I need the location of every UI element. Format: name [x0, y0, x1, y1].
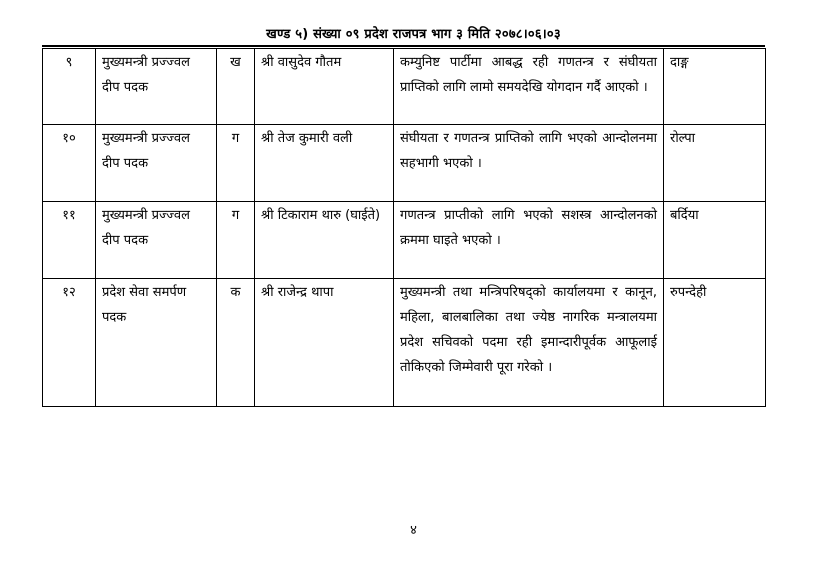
district-cell: रोल्पा [664, 125, 766, 202]
medal-cell: प्रदेश सेवा समर्पण पदक [96, 279, 217, 407]
table-row [43, 279, 766, 407]
class-cell: ख [217, 49, 255, 125]
header-rule [42, 45, 765, 47]
serial-number-cell: ९ [43, 49, 96, 125]
medal-cell: मुख्यमन्त्री प्रज्ज्वल दीप पदक [96, 49, 217, 125]
class-cell: क [217, 279, 255, 407]
serial-number-cell: १२ [43, 279, 96, 407]
name-cell: श्री तेज कुमारी वली [255, 125, 394, 202]
district-cell: दाङ्ग [664, 49, 766, 125]
description-cell: कम्युनिष्ट पार्टीमा आबद्ध रही गणतन्त्र र संघीयता प्राप्तिको लागि लामो समयदेखि योगदान गर्दै आएको । [394, 49, 664, 125]
district-cell: बर्दिया [664, 202, 766, 279]
table-row [43, 49, 766, 125]
table-row [43, 125, 766, 202]
district-cell: रुपन्देही [664, 279, 766, 407]
serial-number-cell: ११ [43, 202, 96, 279]
table-row [43, 202, 766, 279]
page-number: ४ [410, 523, 417, 538]
medal-cell: मुख्यमन्त्री प्रज्ज्वल दीप पदक [96, 125, 217, 202]
name-cell: श्री राजेन्द्र थापा [255, 279, 394, 407]
class-cell: ग [217, 125, 255, 202]
awards-table [42, 48, 766, 407]
name-cell: श्री वासुदेव गौतम [255, 49, 394, 125]
medal-cell: मुख्यमन्त्री प्रज्ज्वल दीप पदक [96, 202, 217, 279]
description-cell: गणतन्त्र प्राप्तीको लागि भएको सशस्त्र आन्दोलनको क्रममा घाइते भएको । [394, 202, 664, 279]
description-cell: मुख्यमन्त्री तथा मन्त्रिपरिषद्को कार्यालयमा र कानून, महिला, बालबालिका तथा ज्येष्ठ नागरिक मन्त्रालयमा प्रदेश सचिवको पदमा रही इमान्दारीपूर्वक आफूलाई तोकिएको जिम्मेवारी पूरा गरेको । [394, 279, 664, 407]
description-cell: संघीयता र गणतन्त्र प्राप्तिको लागि भएको आन्दोलनमा सहभागी भएको । [394, 125, 664, 202]
name-cell: श्री टिकाराम थारु (घाईते) [255, 202, 394, 279]
serial-number-cell: १० [43, 125, 96, 202]
gazette-header: खण्ड ५) संख्या ०९ प्रदेश राजपत्र भाग ३ मिति २०७८।०६।०३ [266, 27, 561, 42]
class-cell: ग [217, 202, 255, 279]
